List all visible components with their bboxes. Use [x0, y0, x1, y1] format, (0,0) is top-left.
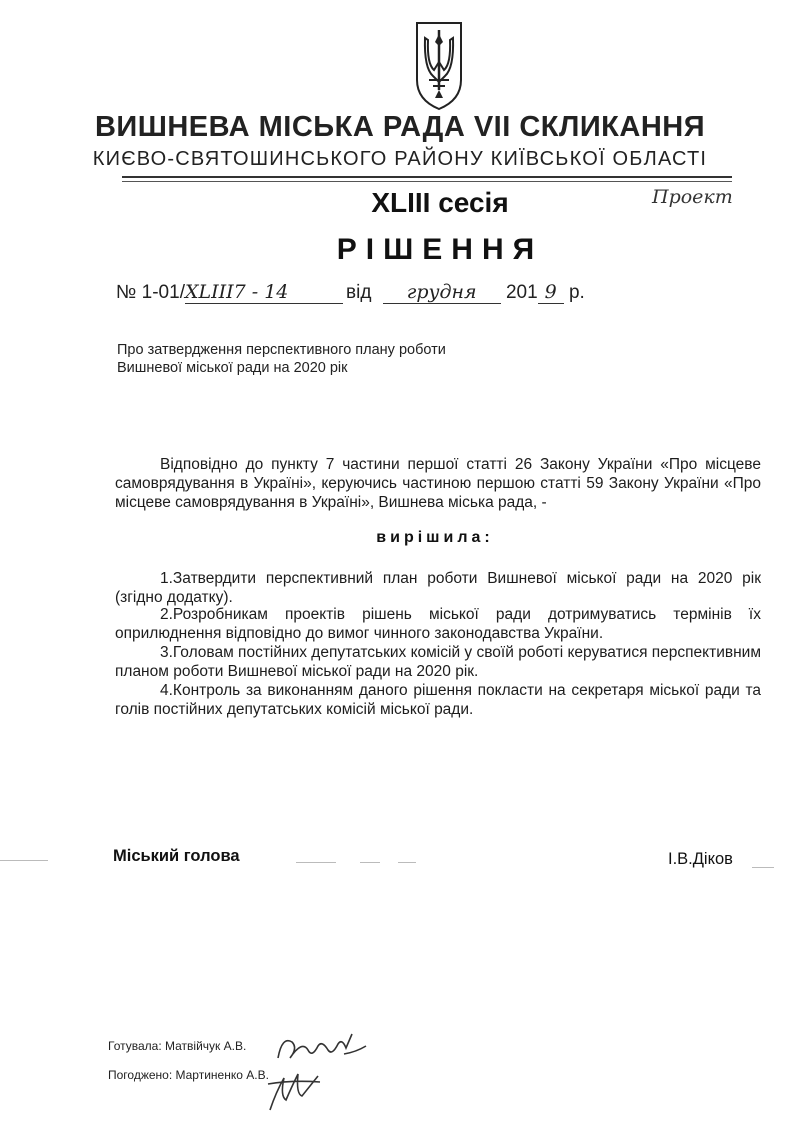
date-day-handwritten: грудня: [383, 281, 501, 304]
draft-handwritten-mark: Проект: [652, 186, 733, 208]
header-divider: [122, 176, 732, 178]
decision-item-1: 1.Затвердити перспективний план роботи Вишневої міської ради на 2020 рік (згідно додатку).: [115, 570, 761, 606]
mayor-title: Міський голова: [113, 847, 240, 865]
council-name: ВИШНЕВА МІСЬКА РАДА VII СКЛИКАННЯ: [94, 111, 706, 143]
decision-subject: [117, 341, 537, 377]
decision-item-3: 3.Головам постійних депутатських комісій у своїй роботі керуватися перспективним планом роботи Вишневої міської ради на 2020 рік.: [115, 644, 761, 680]
date-word: від: [346, 282, 372, 303]
decision-title: РІШЕННЯ: [336, 233, 544, 266]
mayor-name: І.В.Діков: [668, 850, 733, 868]
scan-dash: [296, 862, 336, 863]
signature-icon: [272, 1028, 368, 1070]
trident-emblem-icon: [413, 20, 465, 112]
decision-number-prefix: № 1-01/: [116, 282, 185, 303]
decision-number-handwritten: XLIII7 - 14: [185, 281, 343, 304]
decided-heading: вирішила:: [376, 529, 494, 546]
prepared-by: Готувала: Матвійчук А.В.: [108, 1039, 247, 1053]
subject-line: Про затвердження перспективного плану роботи: [117, 342, 446, 358]
decision-item-2: 2.Розробникам проектів рішень міської ради дотримуватись термінів їх оприлюднення відповідно до вимог чинного законодавства України.: [115, 606, 761, 642]
subject-line: Вишневої міської ради на 2020 рік: [117, 360, 348, 376]
year-prefix: 201: [505, 282, 538, 303]
scan-dash: [0, 860, 48, 861]
scan-dash: [398, 862, 416, 863]
agreed-by: Погоджено: Мартиненко А.В.: [108, 1068, 269, 1082]
preamble-paragraph: Відповідно до пункту 7 частини першої статті 26 Закону України «Про місцеве самоврядування в Україні», керуючись частиною першою статті 59 Закону України «Про місцеве самоврядування в Україні», Вишнева міська рада, -: [115, 456, 761, 511]
decision-item-4: 4.Контроль за виконанням даного рішення покласти на секретаря міської ради та голів постійних депутатських комісій міської ради.: [115, 682, 761, 718]
year-suffix: р.: [568, 282, 585, 303]
decision-date-row: [346, 281, 585, 304]
decision-number-row: [116, 281, 343, 304]
signature-icon: [262, 1066, 324, 1116]
session-title: XLIII сесія: [371, 187, 509, 218]
header-divider-thin: [122, 181, 732, 182]
scan-dash: [752, 867, 774, 868]
year-digit-handwritten: 9: [538, 281, 564, 304]
council-district: КИЄВО-СВЯТОШИНСЬКОГО РАЙОНУ КИЇВСЬКОЇ ОБЛАСТІ: [92, 148, 708, 170]
scan-dash: [360, 862, 380, 863]
